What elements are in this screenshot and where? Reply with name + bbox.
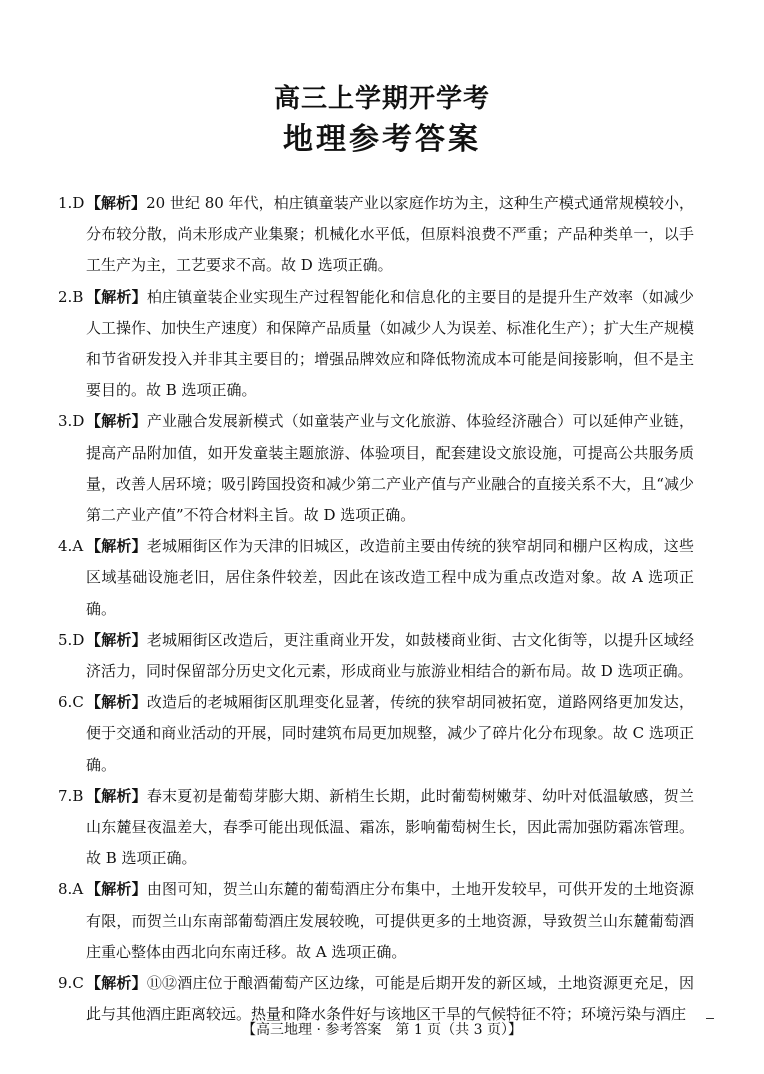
analysis-text: 老城厢街区作为天津的旧城区，改造前主要由传统的狭窄胡同和棚户区构成，这些区域基础设施老旧，居住条件较差，因此在该改造工程中成为重点改造对象。故 A 选项正确。 [86, 537, 694, 618]
analysis-tag: 【解析】 [86, 630, 147, 649]
item-number: 5. [58, 630, 73, 649]
analysis-tag: 【解析】 [86, 194, 147, 212]
item-number: 8. [58, 880, 73, 899]
analysis-text: 柏庄镇童装企业实现生产过程智能化和信息化的主要目的是提升生产效率（如减少人工操作、加快生产速度）和保障产品质量（如减少人为误差、标准化生产）；扩大生产规模和节省研发投入并非其主要目的；增强品牌效应和降低物流成本可能是间接影响，但不是主要目的。故 B 选项正确。 [86, 287, 694, 400]
analysis-text: 改造后的老城厢街区肌理变化显著，传统的狭窄胡同被拓宽，道路网络更加发达，便于交通和商业活动的开展，同时建筑布局更加规整，减少了碎片化分布现象。故 C 选项正确。 [86, 693, 694, 774]
page-footer: 【高三地理 · 参考答案 第 1 页（共 3 页）】 [242, 1022, 522, 1038]
item-answer: D [72, 194, 85, 212]
item-answer: C [72, 693, 84, 712]
analysis-tag: 【解析】 [86, 786, 147, 805]
item-answer: C [72, 974, 84, 993]
analysis-text: 20 世纪 80 年代，柏庄镇童装产业以家庭作坊为主，这种生产模式通常规模较小，分布较分散，尚未形成产业集聚；机械化水平低，但原料浪费不严重；产品种类单一，以手工生产为主，工艺要求不高。故 D 选项正确。 [86, 194, 694, 275]
item-number: 6. [58, 693, 73, 712]
analysis-tag: 【解析】 [86, 974, 147, 993]
analysis-text: 春末夏初是葡萄芽膨大期、新梢生长期，此时葡萄树嫩芽、幼叶对低温敏感，贺兰山东麓昼夜温差大，春季可能出现低温、霜冻，影响葡萄树生长，因此需加强防霜冻管理。故 B 选项正确。 [86, 786, 694, 868]
analysis-tag: 【解析】 [86, 880, 147, 899]
item-answer: B [72, 287, 84, 306]
item-number: 4. [58, 537, 73, 556]
exam-title: 高三上学期开学考 [273, 84, 490, 114]
item-answer: D [72, 412, 85, 431]
analysis-text: 产业融合发展新模式（如童装产业与文化旅游、体验经济融合）可以延伸产业链，提高产品附加值，如开发童装主题旅游、体验项目，配套建设文旅设施，可提高公共服务质量，改善人居环境；吸引跨国投资和减少第二产业产值与产业融合的直接关系不大，且“减少第二产业产值”不符合材料主旨。故 D 选项正确。 [86, 412, 694, 525]
analysis-text: 老城厢街区改造后，更注重商业开发，如鼓楼商业街、古文化街等，以提升区域经济活力，同时保留部分历史文化元素，形成商业与旅游业相结合的新布局。故 D 选项正确。 [86, 630, 694, 681]
analysis-text: 由图可知，贺兰山东麓的葡萄酒庄分布集中，土地开发较早，可供开发的土地资源有限，而贺兰山东南部葡萄酒庄发展较晚，可提供更多的土地资源，导致贺兰山东麓葡萄酒庄重心整体由西北向东南迁移。故 A 选项正确。 [86, 880, 694, 961]
answer-list [58, 188, 694, 1030]
item-answer: A [72, 537, 84, 556]
item-number: 2. [58, 287, 73, 306]
document-title: 地理参考答案 [283, 122, 481, 157]
item-answer: A [72, 880, 84, 899]
answer-item-3 [58, 406, 694, 531]
item-number: 9. [58, 974, 73, 993]
item-answer: D [72, 630, 85, 649]
analysis-tag: 【解析】 [86, 693, 147, 712]
analysis-tag: 【解析】 [86, 537, 147, 556]
answer-item-1 [58, 188, 694, 282]
answer-item-5 [58, 625, 694, 687]
answer-item-2 [58, 282, 694, 407]
analysis-tag: 【解析】 [86, 412, 147, 431]
corner-mark [706, 1018, 714, 1019]
item-number: 1. [58, 194, 73, 212]
answer-item-6 [58, 687, 694, 781]
analysis-tag: 【解析】 [86, 287, 147, 306]
item-answer: B [72, 786, 84, 805]
answer-item-7 [58, 781, 694, 875]
answer-item-8 [58, 874, 694, 968]
item-number: 7. [58, 786, 73, 805]
analysis-text: ⑪⑫酒庄位于酿酒葡萄产区边缘，可能是后期开发的新区域，土地资源更充足，因此与其他酒庄距离较远。热量和降水条件好与该地区干旱的气候特征不符；环境污染与酒庄 [86, 974, 694, 1024]
item-number: 3. [58, 412, 73, 431]
answer-item-4 [58, 531, 694, 625]
